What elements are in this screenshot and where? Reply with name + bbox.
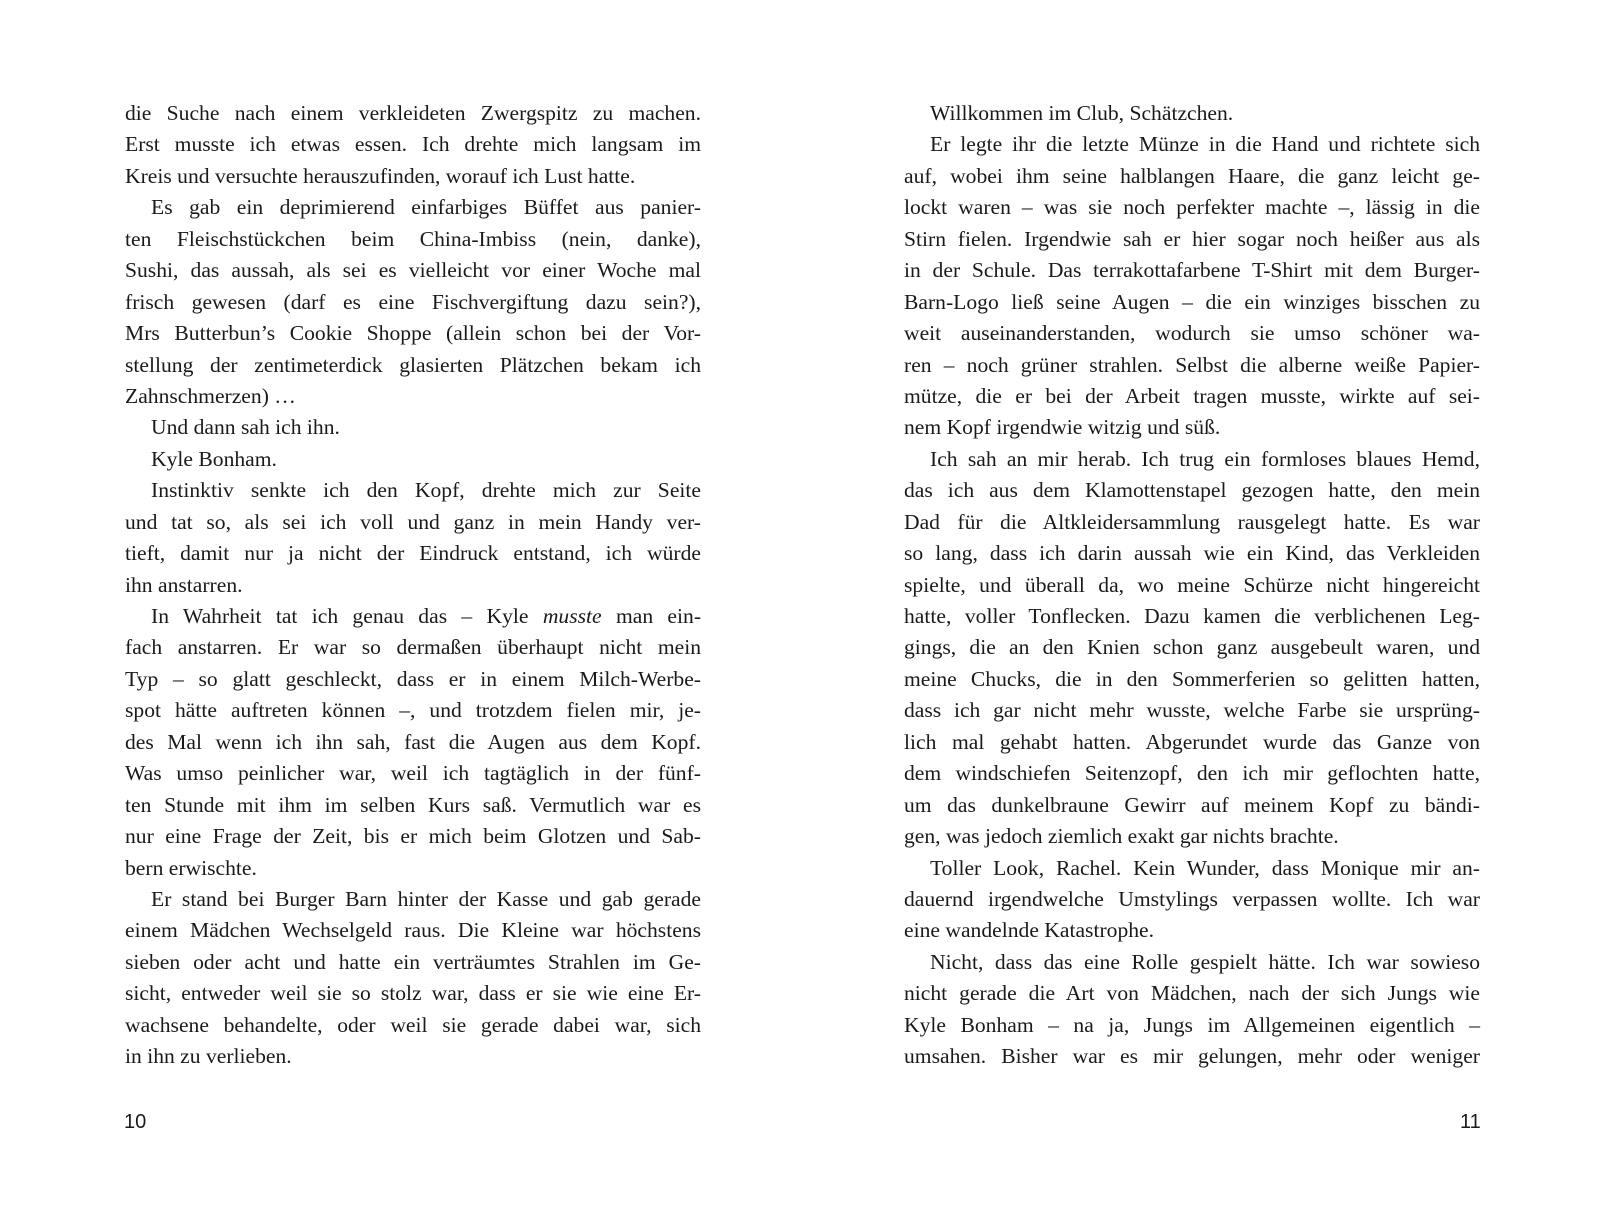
left-page [125, 98, 701, 1073]
text-line: sicht, entweder weil sie so stolz war, dass er sie wie eine Er- [125, 981, 701, 1006]
text-line: Barn-Logo ließ seine Augen – die ein winziges bisschen zu [904, 289, 1480, 314]
text-line: nicht gerade die Art von Mädchen, nach der sich Jungs wie [904, 981, 1480, 1006]
text-line: nem Kopf irgendwie witzig und süß. [904, 415, 1221, 440]
text-line: Stirn fielen. Irgendwie sah er hier sogar noch heißer aus als [904, 226, 1480, 251]
text-line: des Mal wenn ich ihn sah, fast die Augen aus dem Kopf. [125, 729, 701, 754]
text-line: dass ich gar nicht mehr wusste, welche Farbe sie ursprüng- [904, 698, 1480, 723]
text-line [125, 601, 701, 632]
text-line: die Suche nach einem verkleideten Zwergspitz zu machen. [125, 101, 701, 125]
text-line: gen, was jedoch ziemlich exakt gar nichts brachte. [904, 824, 1339, 849]
text-fragment: In Wahrheit tat ich genau das – Kyle [151, 604, 543, 628]
page-number-left: 10 [124, 1111, 147, 1133]
text-line: Kyle Bonham. [151, 446, 277, 471]
text-line: spot hätte auftreten können –, und trotzdem fielen mir, je- [125, 698, 701, 723]
text-line: meine Chucks, die in den Sommerferien so gelitten hatten, [904, 666, 1480, 691]
text-line: Es gab ein deprimierend einfarbiges Büffet aus panier- [151, 195, 701, 220]
text-line: Mrs Butterbun’s Cookie Shoppe (allein schon bei der Vor- [125, 321, 701, 346]
text-line: wachsene behandelte, oder weil sie gerade dabei war, sich [125, 1012, 701, 1037]
text-line: ren – noch grüner strahlen. Selbst die alberne weiße Papier- [904, 352, 1480, 377]
page-number-right: 11 [1460, 1111, 1481, 1133]
text-line: in der Schule. Das terrakottafarbene T-Shirt mit dem Burger- [904, 258, 1480, 283]
text-line: Toller Look, Rachel. Kein Wunder, dass Monique mir an- [930, 855, 1480, 880]
text-line: spielte, und überall da, wo meine Schürze nicht hingereicht [904, 572, 1480, 597]
text-line: Er legte ihr die letzte Münze in die Hand und richtete sich [930, 132, 1480, 157]
text-line: hatte, voller Tonflecken. Dazu kamen die verblichenen Leg- [904, 604, 1480, 628]
text-line: fach anstarren. Er war so dermaßen überhaupt nicht mein [125, 635, 701, 660]
text-line: dauernd irgendwelche Umstylings verpassen wollte. Ich war [904, 886, 1480, 911]
text-line: in ihn zu verlieben. [125, 1044, 292, 1069]
text-line: tieft, damit nur ja nicht der Eindruck entstand, ich würde [125, 541, 701, 566]
text-line: bern erwischte. [125, 855, 257, 880]
text-line: Sushi, das aussah, als sei es vielleicht vor einer Woche mal [125, 258, 701, 283]
text-line: und tat so, als sei ich voll und ganz in mein Handy ver- [125, 509, 701, 534]
text-line: Instinktiv senkte ich den Kopf, drehte mich zur Seite [151, 478, 701, 503]
text-line: Typ – so glatt geschleckt, dass er in einem Milch-Werbe- [125, 666, 701, 691]
text-line: mütze, die er bei der Arbeit tragen musste, wirkte auf sei- [904, 383, 1480, 408]
text-line: Willkommen im Club, Schätzchen. [930, 101, 1234, 125]
text-line: lockt waren – was sie noch perfekter machte –, lässig in die [904, 195, 1480, 220]
text-line: Was umso peinlicher war, weil ich tagtäglich in der fünf- [125, 761, 701, 786]
text-line: das ich aus dem Klamottenstapel gezogen hatte, den mein [904, 478, 1480, 503]
text-line: lich mal gehabt hatten. Abgerundet wurde das Ganze von [904, 729, 1480, 754]
text-line: Er stand bei Burger Barn hinter der Kasse und gab gerade [151, 886, 701, 911]
text-line: ihn anstarren. [125, 572, 243, 597]
text-line: einem Mädchen Wechselgeld raus. Die Kleine war höchstens [125, 918, 701, 943]
text-fragment: man ein- [601, 604, 702, 628]
text-line: dem windschiefen Seitenzopf, den ich mir geflochten hatte, [904, 761, 1480, 786]
text-line: Kreis und versuchte herauszufinden, worauf ich Lust hatte. [125, 163, 636, 188]
text-line: um das dunkelbraune Gewirr auf meinem Kopf zu bändi- [904, 792, 1480, 817]
right-page [904, 98, 1480, 1073]
text-line: sieben oder acht und hatte ein verträumtes Strahlen im Ge- [125, 949, 701, 974]
text-line: Erst musste ich etwas essen. Ich drehte mich langsam im [125, 132, 701, 157]
text-line: ten Stunde mit ihm im selben Kurs saß. Vermutlich war es [125, 792, 701, 817]
text-line: umsahen. Bisher war es mir gelungen, mehr oder weniger [904, 1044, 1480, 1069]
text-line: Kyle Bonham – na ja, Jungs im Allgemeinen eigentlich – [904, 1012, 1480, 1037]
text-line: Zahnschmerzen) … [125, 383, 296, 408]
text-line: ten Fleischstückchen beim China-Imbiss (nein, danke), [125, 226, 701, 251]
text-line: Und dann sah ich ihn. [151, 415, 340, 440]
text-line: Nicht, dass das eine Rolle gespielt hätte. Ich war sowieso [930, 949, 1480, 974]
text-line: frisch gewesen (darf es eine Fischvergiftung dazu sein?), [125, 289, 701, 314]
text-line: nur eine Frage der Zeit, bis er mich beim Glotzen und Sab- [125, 824, 701, 849]
emphasized-text: musste [542, 604, 602, 628]
text-line: weit auseinanderstanden, wodurch sie umso schöner wa- [904, 321, 1480, 346]
text-line: Dad für die Altkleidersammlung rausgelegt hatte. Es war [904, 509, 1480, 534]
text-line: eine wandelnde Katastrophe. [904, 918, 1155, 943]
text-line: so lang, dass ich darin aussah wie ein Kind, das Verkleiden [904, 541, 1480, 566]
text-line: gings, die an den Knien schon ganz ausgebeult waren, und [904, 635, 1480, 660]
text-line: auf, wobei ihm seine halblangen Haare, die ganz leicht ge- [904, 163, 1480, 188]
text-line: stellung der zentimeterdick glasierten Plätzchen bekam ich [125, 352, 701, 377]
text-line: Ich sah an mir herab. Ich trug ein formloses blaues Hemd, [930, 446, 1480, 471]
